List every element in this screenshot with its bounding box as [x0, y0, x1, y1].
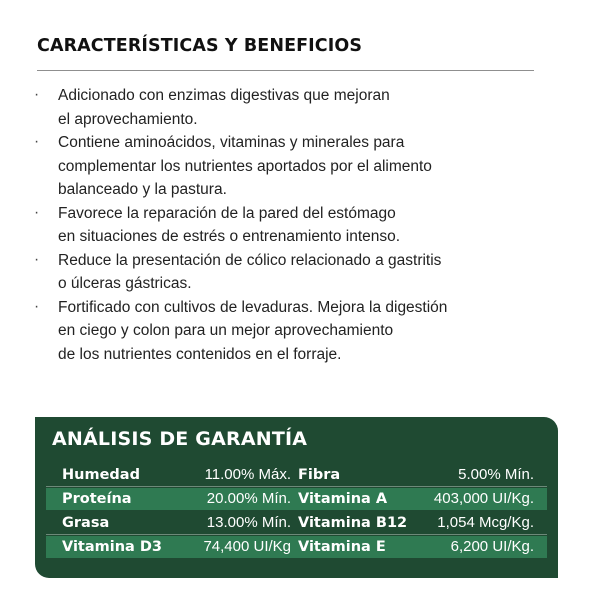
features-list [34, 84, 447, 366]
table-row [46, 512, 547, 534]
bullet-icon: · [34, 250, 40, 268]
feature-item [34, 202, 447, 249]
nutrient-label: Grasa [62, 515, 110, 531]
nutrient-label: Vitamina D3 [62, 539, 163, 555]
features-title: CARACTERÍSTICAS Y BENEFICIOS [37, 36, 363, 56]
feature-line: en situaciones de estrés o entrenamiento intenso. [58, 228, 401, 245]
feature-item [34, 296, 447, 367]
nutrient-label: Vitamina A [298, 491, 388, 507]
nutrient-label: Proteína [62, 491, 132, 507]
analysis-table [46, 464, 547, 560]
nutrient-value: 13.00% Mín. [206, 514, 291, 531]
feature-line: el aprovechamiento. [58, 110, 198, 128]
table-row [46, 464, 547, 486]
bullet-icon: · [34, 297, 40, 315]
bullet-icon: · [34, 203, 40, 221]
nutrient-value: 403,000 UI/Kg. [433, 490, 534, 507]
feature-line: Adicionado con enzimas digestivas que mejoran [58, 87, 390, 104]
nutrient-label: Vitamina E [298, 539, 386, 555]
table-row [46, 488, 547, 510]
nutrient-value: 20.00% Mín. [206, 490, 291, 507]
bullet-icon: · [34, 86, 40, 103]
feature-line: balanceado y la pastura. [58, 181, 227, 198]
analysis-title: ANÁLISIS DE GARANTÍA [52, 428, 308, 450]
feature-line: Contiene aminoácidos, vitaminas y minerales para [58, 134, 405, 151]
nutrient-value: 11.00% Máx. [204, 466, 291, 483]
feature-line: o úlceras gástricas. [58, 275, 192, 292]
feature-item [34, 249, 447, 296]
feature-item [34, 84, 447, 131]
nutrient-value: 5.00% Mín. [458, 466, 534, 483]
title-divider [37, 70, 534, 71]
nutrient-label: Fibra [298, 467, 341, 483]
nutrient-label: Humedad [62, 467, 140, 483]
table-row [46, 536, 547, 558]
row-divider [46, 486, 547, 487]
nutrient-value: 6,200 UI/Kg. [450, 538, 534, 555]
feature-line: Fortificado con cultivos de levaduras. Mejora la digestión [58, 298, 448, 316]
analysis-panel [35, 417, 558, 578]
feature-line: complementar los nutrientes aportados por el alimento [58, 157, 432, 175]
row-divider [46, 534, 547, 535]
feature-line: en ciego y colon para un mejor aprovechamiento [58, 322, 394, 339]
feature-line: Reduce la presentación de cólico relacionado a gastritis [58, 251, 442, 269]
nutrient-label: Vitamina B12 [298, 515, 408, 531]
nutrient-value: 74,400 UI/Kg [203, 538, 291, 555]
nutrient-value: 1,054 Mcg/Kg. [437, 514, 534, 531]
feature-item [34, 131, 447, 202]
feature-line: de los nutrientes contenidos en el forraje. [58, 345, 342, 363]
feature-line: Favorece la reparación de la pared del estómago [58, 204, 396, 222]
bullet-icon: · [34, 133, 40, 150]
